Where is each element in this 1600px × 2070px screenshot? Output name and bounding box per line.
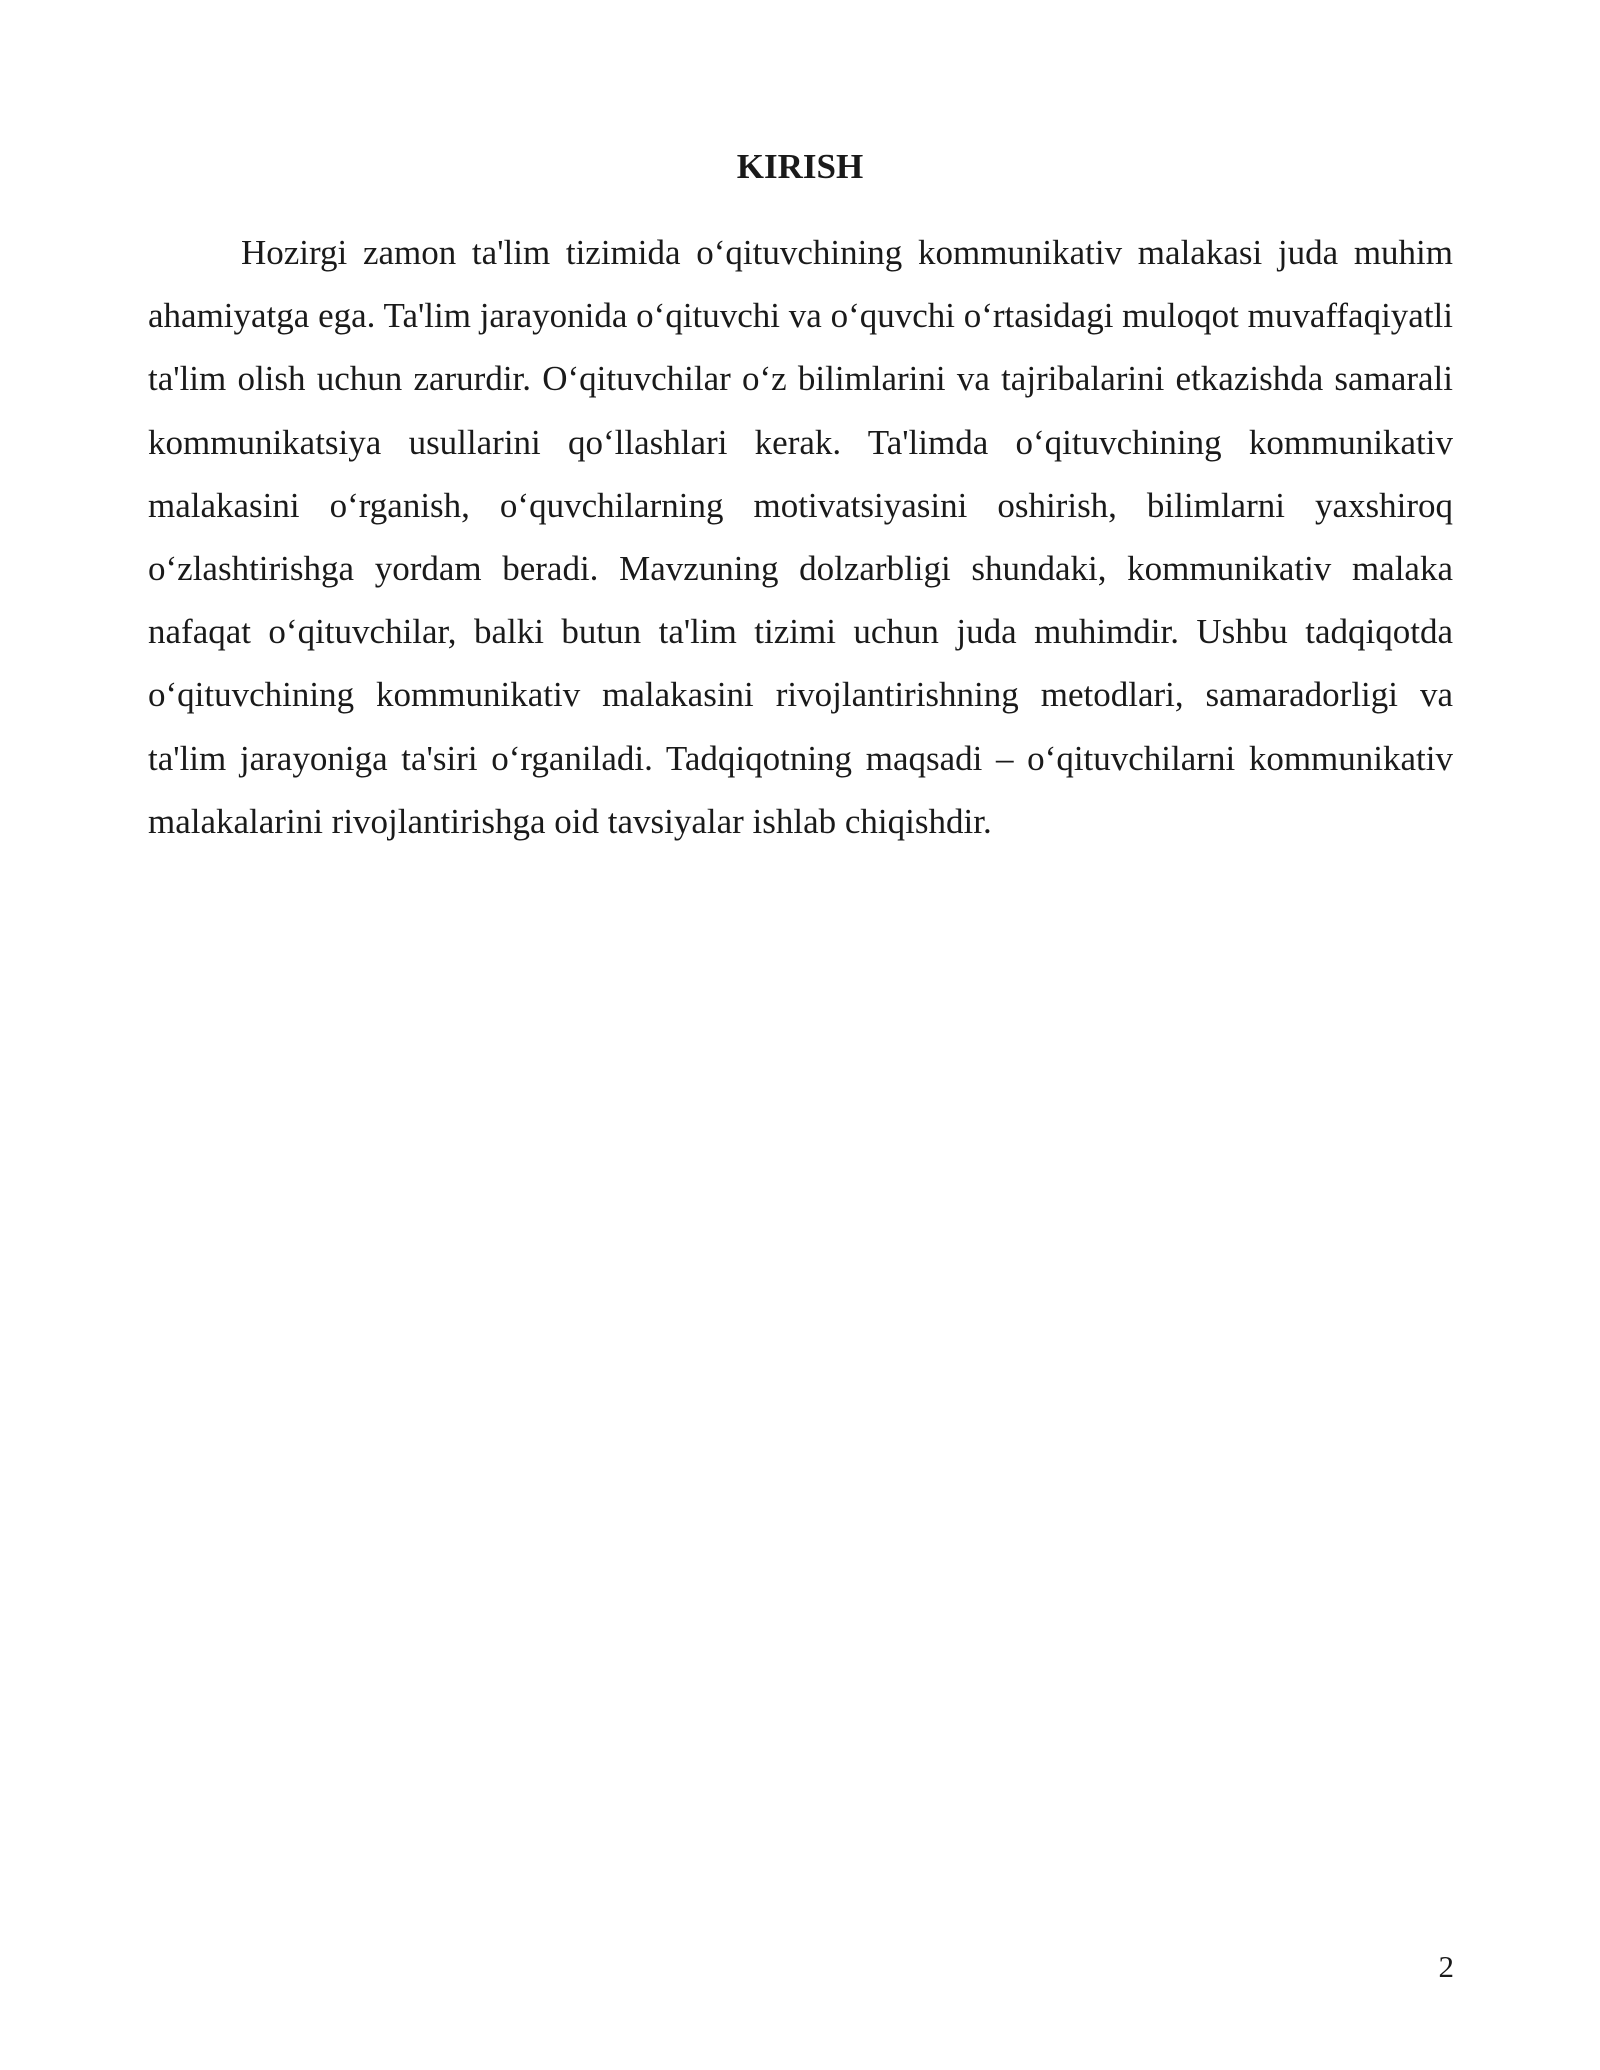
page-number: 2 [1438, 1949, 1454, 1984]
body-paragraph: Hozirgi zamon ta'lim tizimida o‘qituvchining kommunikativ malakasi juda muhim ahamiyatga ega. Ta'lim jarayonida o‘qituvchi va o‘quvchi o‘rtasidagi muloqot muvaffaqiyatli ta'lim olish uchun zarurdir. O‘qituvchilar o‘z bilimlarini va tajribalarini etkazishda samarali kommunikatsiya usullarini qo‘llashlari kerak. Ta'limda o‘qituvchining kommunikativ malakasini o‘rganish, o‘quvchilarning motivatsiyasini oshirish, bilimlarni yaxshiroq o‘zlashtirishga yordam beradi. Mavzuning dolzarbligi shundaki, kommunikativ malaka nafaqat o‘qituvchilar, balki butun ta'lim tizimi uchun juda muhimdir. Ushbu tadqiqotda o‘qituvchining kommunikativ malakasini rivojlantirishning metodlari, samaradorligi va ta'lim jarayoniga ta'siri o‘rganiladi. Tadqiqotning maqsadi – o‘qituvchilarni kommunikativ malakalarini rivojlantirishga oid tavsiyalar ishlab chiqishdir. [148, 233, 1453, 841]
section-heading: KIRISH [736, 147, 864, 186]
